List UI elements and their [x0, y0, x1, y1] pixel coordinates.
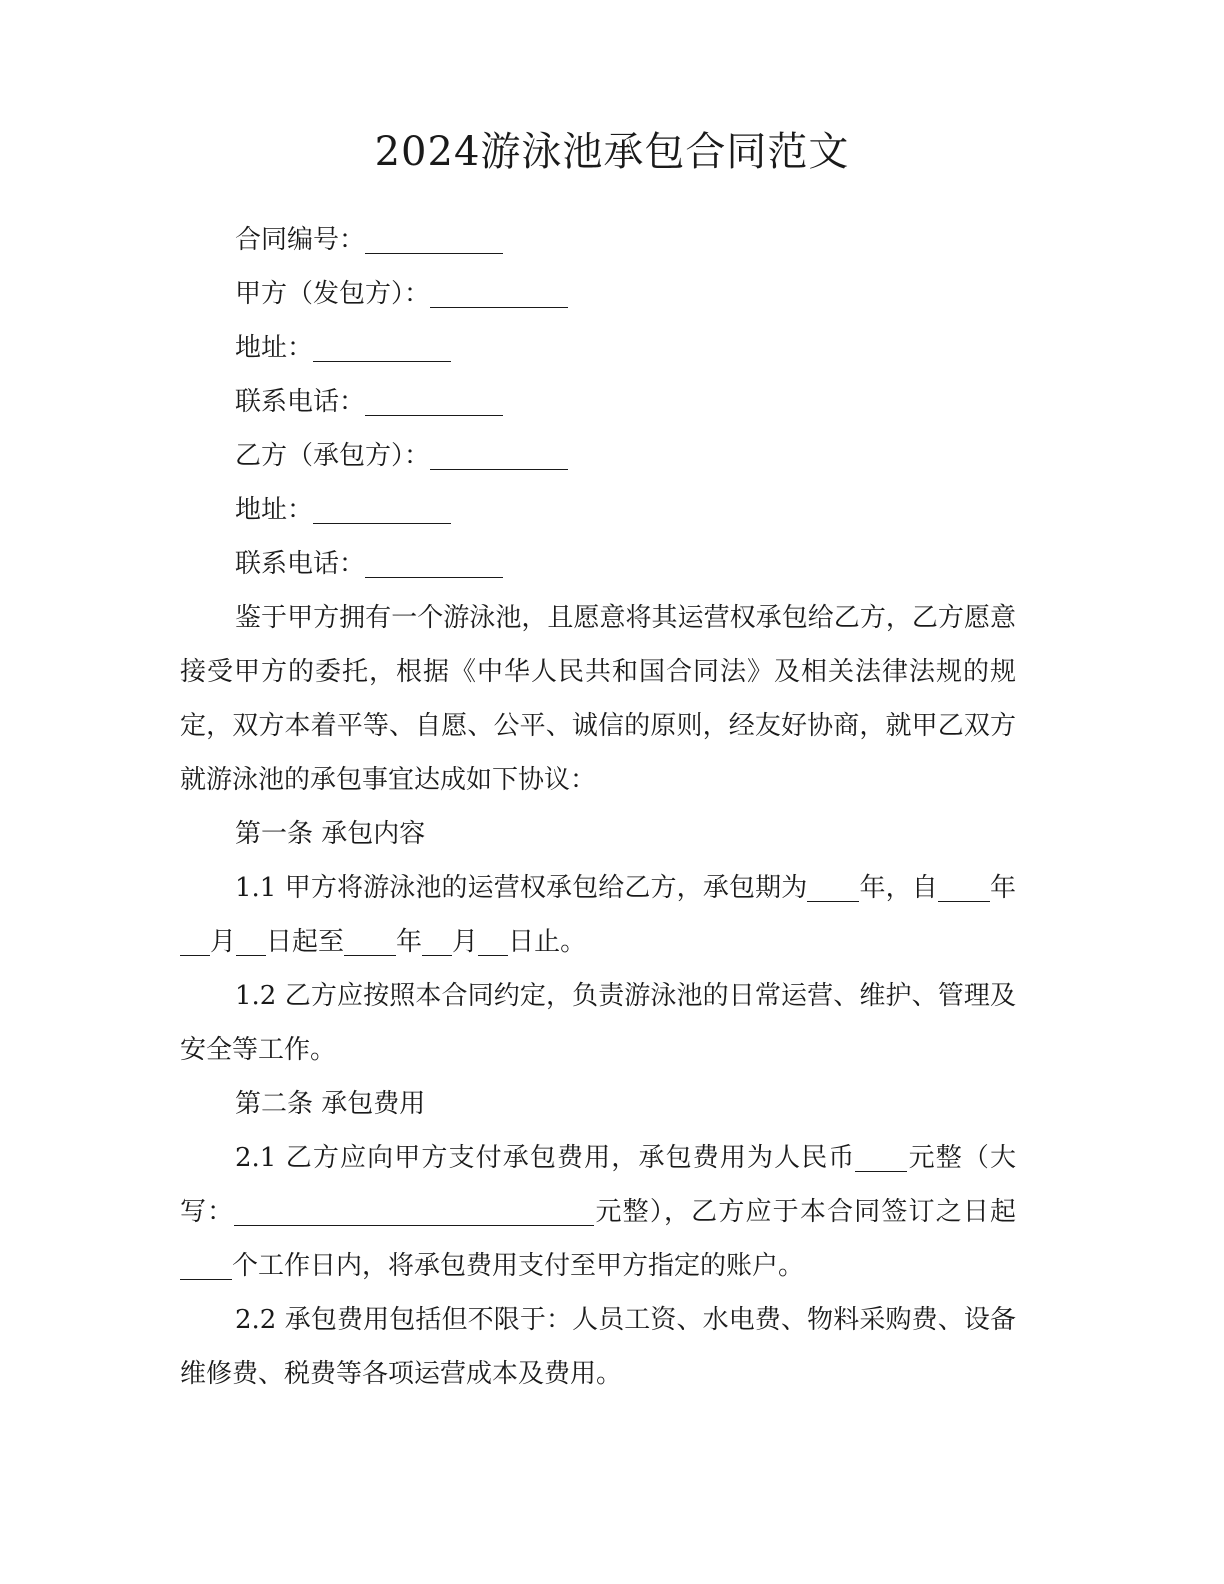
party-a-phone-blank: [365, 385, 503, 416]
party-b-phone-blank: [365, 547, 503, 578]
clause-number: 1.1: [235, 873, 277, 903]
party-b-blank: [430, 439, 568, 470]
start-month-blank: [180, 925, 210, 956]
clause-number: 2.2: [235, 1305, 277, 1335]
clause-text: 元整（大写：: [180, 1143, 1016, 1227]
clause-text: 元整），乙方应于本合同签订之日起: [594, 1197, 1016, 1227]
clause-text: 年，自: [859, 873, 938, 903]
payment-days-blank: [180, 1249, 232, 1280]
clause-text: 月: [452, 927, 479, 957]
clause-text: 日止。: [508, 927, 587, 957]
clause-text: 甲方将游泳池的运营权承包给乙方，承包期为: [284, 873, 808, 903]
end-day-blank: [478, 925, 508, 956]
contract-number-field: [180, 213, 1016, 267]
clause-text: 年: [396, 927, 423, 957]
fee-amount-blank: [855, 1141, 907, 1172]
document-body: [180, 213, 1016, 1401]
field-label: 地址：: [235, 333, 314, 363]
clause-text: 日起至: [266, 927, 345, 957]
party-b-address-field: [180, 483, 1016, 537]
fee-uppercase-blank: [234, 1195, 594, 1226]
field-label: 合同编号：: [235, 225, 366, 255]
clause-1-2: [180, 969, 1016, 1077]
clause-text: 月: [210, 927, 237, 957]
field-label: 甲方（发包方）：: [235, 279, 431, 309]
clause-text: 个工作日内，将承包费用支付至甲方指定的账户。: [232, 1251, 805, 1281]
party-a-field: [180, 267, 1016, 321]
preamble-paragraph: 鉴于甲方拥有一个游泳池，且愿意将其运营权承包给乙方，乙方愿意接受甲方的委托，根据《中华人民共和国合同法》及相关法律法规的规定，双方本着平等、自愿、公平、诚信的原则，经友好协商，就甲乙双方就游泳池的承包事宜达成如下协议：: [180, 603, 1016, 795]
field-label: 乙方（承包方）：: [235, 441, 431, 471]
start-year-blank: [938, 871, 990, 902]
clause-text: 乙方应向甲方支付承包费用，承包费用为人民币: [285, 1143, 856, 1173]
party-a-blank: [430, 277, 568, 308]
article-1-heading: 第一条 承包内容: [235, 819, 426, 849]
clause-number: 1.2: [235, 981, 277, 1011]
contract-number-blank: [365, 223, 503, 254]
clause-2-2: [180, 1293, 1016, 1401]
field-label: 联系电话：: [235, 549, 366, 579]
field-label: 地址：: [235, 495, 314, 525]
clause-2-1: [180, 1131, 1016, 1293]
party-a-phone-field: [180, 375, 1016, 429]
clause-number: 2.1: [235, 1143, 277, 1173]
party-b-address-blank: [313, 493, 451, 524]
party-a-address-blank: [313, 331, 451, 362]
party-b-phone-field: [180, 537, 1016, 591]
clause-text: 乙方应按照本合同约定，负责游泳池的日常运营、维护、管理及安全等工作。: [180, 981, 1016, 1065]
end-month-blank: [422, 925, 452, 956]
end-year-blank: [344, 925, 396, 956]
clause-text: 承包费用包括但不限于：人员工资、水电费、物料采购费、设备维修费、税费等各项运营成本及费用。: [180, 1305, 1016, 1389]
term-years-blank: [807, 871, 859, 902]
start-day-blank: [236, 925, 266, 956]
party-a-address-field: [180, 321, 1016, 375]
document-title: 2024游泳池承包合同范文: [374, 129, 850, 175]
party-b-field: [180, 429, 1016, 483]
clause-1-1: [180, 861, 1016, 969]
field-label: 联系电话：: [235, 387, 366, 417]
clause-text: 年: [989, 873, 1016, 903]
article-2-heading: 第二条 承包费用: [235, 1089, 426, 1119]
